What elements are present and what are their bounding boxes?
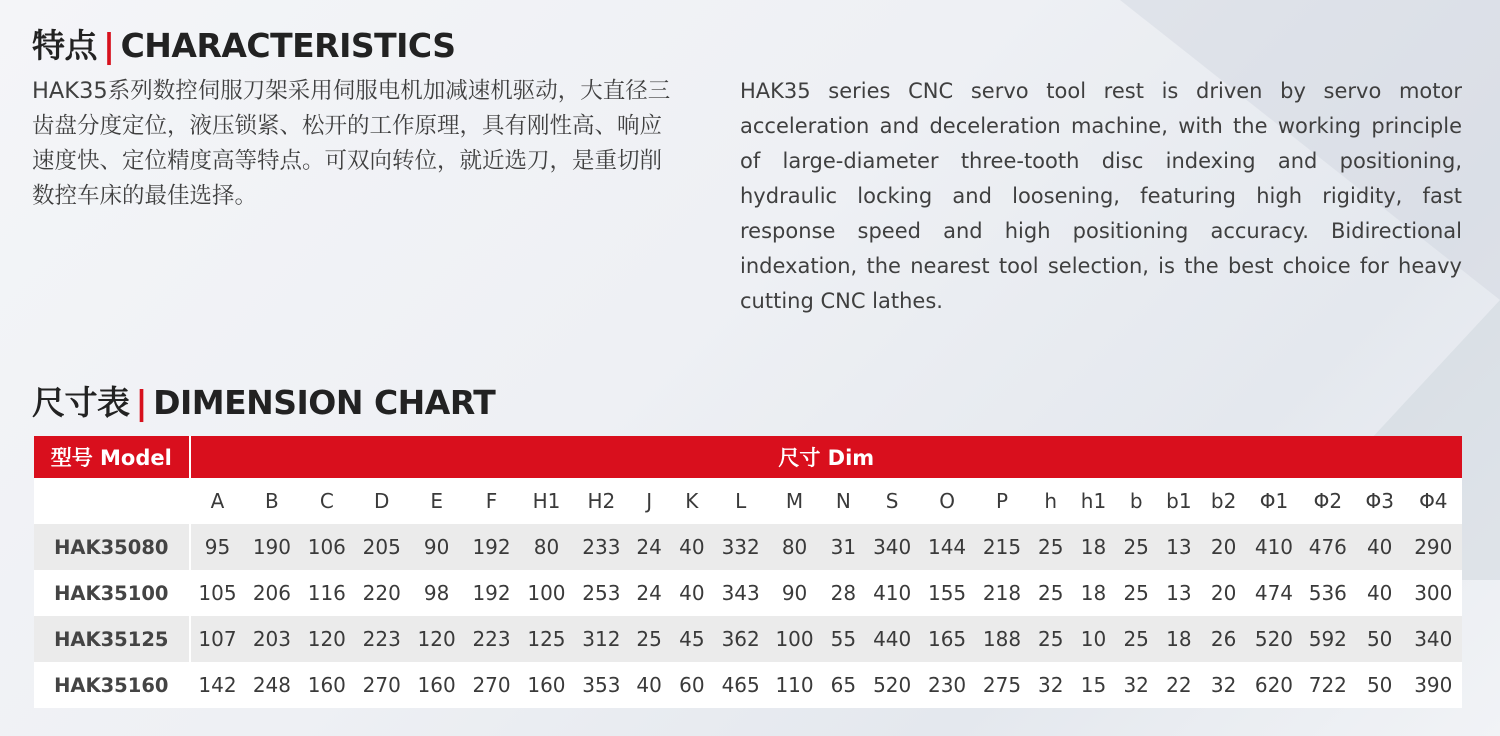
- column-header: N: [822, 478, 865, 524]
- column-header: A: [190, 478, 245, 524]
- value-cell: 218: [975, 570, 1030, 616]
- value-cell: 110: [767, 662, 822, 708]
- value-cell: 32: [1029, 662, 1072, 708]
- value-cell: 223: [464, 616, 519, 662]
- table-header-row: [34, 436, 1462, 478]
- dimension-chart-title-en: DIMENSION CHART: [153, 383, 496, 422]
- value-cell: 340: [1405, 616, 1462, 662]
- value-cell: 55: [822, 616, 865, 662]
- value-cell: 188: [975, 616, 1030, 662]
- value-cell: 144: [920, 524, 975, 570]
- value-cell: 98: [409, 570, 464, 616]
- column-header: D: [354, 478, 409, 524]
- value-cell: 248: [244, 662, 299, 708]
- column-header: b2: [1200, 478, 1247, 524]
- value-cell: 125: [519, 616, 574, 662]
- value-cell: 26: [1200, 616, 1247, 662]
- value-cell: 40: [1355, 524, 1405, 570]
- model-cell: HAK35100: [34, 570, 190, 616]
- value-cell: 40: [629, 662, 670, 708]
- value-cell: 22: [1158, 662, 1201, 708]
- value-cell: 353: [574, 662, 629, 708]
- column-header: H1: [519, 478, 574, 524]
- value-cell: 206: [244, 570, 299, 616]
- value-cell: 410: [865, 570, 920, 616]
- dimension-table: [34, 436, 1462, 708]
- value-cell: 536: [1301, 570, 1355, 616]
- value-cell: 20: [1200, 524, 1247, 570]
- value-cell: 165: [920, 616, 975, 662]
- value-cell: 722: [1301, 662, 1355, 708]
- column-header: Φ2: [1301, 478, 1355, 524]
- value-cell: 25: [1115, 524, 1158, 570]
- value-cell: 253: [574, 570, 629, 616]
- value-cell: 300: [1405, 570, 1462, 616]
- column-header: L: [714, 478, 767, 524]
- value-cell: 142: [190, 662, 245, 708]
- value-cell: 332: [714, 524, 767, 570]
- value-cell: 474: [1247, 570, 1301, 616]
- value-cell: 120: [409, 616, 464, 662]
- value-cell: 13: [1158, 570, 1201, 616]
- value-cell: 270: [464, 662, 519, 708]
- model-cell: HAK35160: [34, 662, 190, 708]
- value-cell: 25: [1029, 570, 1072, 616]
- column-header: C: [299, 478, 354, 524]
- value-cell: 40: [669, 570, 714, 616]
- value-cell: 40: [1355, 570, 1405, 616]
- column-header: S: [865, 478, 920, 524]
- dimension-chart-title: [32, 377, 495, 424]
- value-cell: 192: [464, 570, 519, 616]
- value-cell: 32: [1200, 662, 1247, 708]
- value-cell: 25: [1029, 524, 1072, 570]
- column-header: O: [920, 478, 975, 524]
- characteristics-title-zh: 特点: [32, 26, 97, 65]
- value-cell: 290: [1405, 524, 1462, 570]
- column-header: h: [1029, 478, 1072, 524]
- value-cell: 203: [244, 616, 299, 662]
- value-cell: 100: [519, 570, 574, 616]
- value-cell: 520: [1247, 616, 1301, 662]
- value-cell: 620: [1247, 662, 1301, 708]
- column-header: H2: [574, 478, 629, 524]
- value-cell: 440: [865, 616, 920, 662]
- value-cell: 205: [354, 524, 409, 570]
- value-cell: 80: [767, 524, 822, 570]
- value-cell: 520: [865, 662, 920, 708]
- characteristics-title-en: CHARACTERISTICS: [120, 26, 456, 65]
- value-cell: 275: [975, 662, 1030, 708]
- column-header: h1: [1072, 478, 1115, 524]
- value-cell: 40: [669, 524, 714, 570]
- table-row: [34, 616, 1462, 662]
- value-cell: 107: [190, 616, 245, 662]
- value-cell: 24: [629, 524, 670, 570]
- value-cell: 160: [409, 662, 464, 708]
- column-header: Φ1: [1247, 478, 1301, 524]
- value-cell: 60: [669, 662, 714, 708]
- dim-header: 尺寸 Dim: [190, 436, 1462, 478]
- value-cell: 106: [299, 524, 354, 570]
- value-cell: 230: [920, 662, 975, 708]
- column-header: E: [409, 478, 464, 524]
- value-cell: 20: [1200, 570, 1247, 616]
- column-header: b1: [1158, 478, 1201, 524]
- dimension-letters-row: [34, 478, 1462, 524]
- value-cell: 13: [1158, 524, 1201, 570]
- column-header: P: [975, 478, 1030, 524]
- characteristics-title: [32, 20, 456, 67]
- value-cell: 215: [975, 524, 1030, 570]
- value-cell: 340: [865, 524, 920, 570]
- value-cell: 25: [1115, 616, 1158, 662]
- column-header: Φ4: [1405, 478, 1462, 524]
- value-cell: 343: [714, 570, 767, 616]
- value-cell: 18: [1072, 570, 1115, 616]
- title-separator: |: [135, 383, 148, 422]
- value-cell: 465: [714, 662, 767, 708]
- value-cell: 65: [822, 662, 865, 708]
- model-cell: HAK35080: [34, 524, 190, 570]
- value-cell: 32: [1115, 662, 1158, 708]
- column-header: J: [629, 478, 670, 524]
- value-cell: 105: [190, 570, 245, 616]
- value-cell: 390: [1405, 662, 1462, 708]
- column-header: K: [669, 478, 714, 524]
- value-cell: 18: [1158, 616, 1201, 662]
- value-cell: 90: [409, 524, 464, 570]
- table-row: [34, 662, 1462, 708]
- value-cell: 312: [574, 616, 629, 662]
- value-cell: 80: [519, 524, 574, 570]
- column-header: M: [767, 478, 822, 524]
- value-cell: 155: [920, 570, 975, 616]
- value-cell: 31: [822, 524, 865, 570]
- value-cell: 410: [1247, 524, 1301, 570]
- value-cell: 10: [1072, 616, 1115, 662]
- value-cell: 95: [190, 524, 245, 570]
- value-cell: 223: [354, 616, 409, 662]
- value-cell: 25: [1029, 616, 1072, 662]
- characteristics-description-zh: HAK35系列数控伺服刀架采用伺服电机加减速机驱动，大直径三齿盘分度定位，液压锁紧、松开的工作原理，具有刚性高、响应速度快、定位精度高等特点。可双向转位，就近选刀，是重切削数控车床的最佳选择。: [32, 78, 671, 209]
- column-header: F: [464, 478, 519, 524]
- value-cell: 50: [1355, 616, 1405, 662]
- table-row: [34, 524, 1462, 570]
- characteristics-description-en: HAK35 series CNC servo tool rest is driven by servo motor acceleration and deceleration machine, with the working principle of large-diameter three-tooth disc indexing and positioning, hydraulic locking and loosening, featuring high rigidity, fast response speed and high positioning accuracy. Bidirectional indexation, the nearest tool selection, is the best choice for heavy cutting CNC lathes.: [740, 79, 1462, 313]
- value-cell: 270: [354, 662, 409, 708]
- value-cell: 100: [767, 616, 822, 662]
- value-cell: 15: [1072, 662, 1115, 708]
- column-header: B: [244, 478, 299, 524]
- table-row: [34, 570, 1462, 616]
- value-cell: 362: [714, 616, 767, 662]
- value-cell: 18: [1072, 524, 1115, 570]
- empty-model-cell: [34, 478, 190, 524]
- value-cell: 160: [519, 662, 574, 708]
- value-cell: 592: [1301, 616, 1355, 662]
- value-cell: 160: [299, 662, 354, 708]
- value-cell: 25: [1115, 570, 1158, 616]
- value-cell: 220: [354, 570, 409, 616]
- value-cell: 24: [629, 570, 670, 616]
- value-cell: 476: [1301, 524, 1355, 570]
- model-header: 型号 Model: [34, 436, 190, 478]
- value-cell: 192: [464, 524, 519, 570]
- value-cell: 190: [244, 524, 299, 570]
- value-cell: 28: [822, 570, 865, 616]
- dimension-chart-title-zh: 尺寸表: [32, 383, 130, 422]
- value-cell: 25: [629, 616, 670, 662]
- column-header: b: [1115, 478, 1158, 524]
- model-cell: HAK35125: [34, 616, 190, 662]
- value-cell: 90: [767, 570, 822, 616]
- value-cell: 116: [299, 570, 354, 616]
- value-cell: 45: [669, 616, 714, 662]
- value-cell: 233: [574, 524, 629, 570]
- value-cell: 50: [1355, 662, 1405, 708]
- column-header: Φ3: [1355, 478, 1405, 524]
- value-cell: 120: [299, 616, 354, 662]
- title-separator: |: [103, 26, 115, 65]
